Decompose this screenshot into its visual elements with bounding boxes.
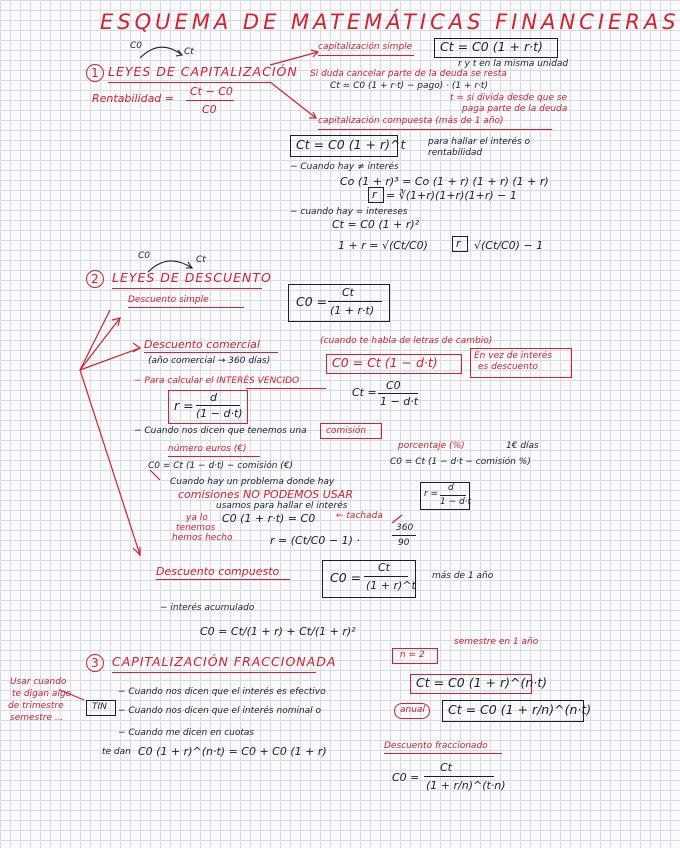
problema-formula: C0 (1 + r·t) = C0 bbox=[222, 512, 316, 525]
desc-comercial-side-1: En vez de interés bbox=[474, 351, 553, 361]
r-vencido-lhs: r = bbox=[174, 398, 194, 413]
desc-simple-lhs: C0 = bbox=[296, 294, 328, 309]
iguales-root: 1 + r = √(Ct/C0) bbox=[338, 239, 428, 252]
problema-r-num: d bbox=[448, 483, 454, 493]
cuotas-label: − Cuando me dicen en cuotas bbox=[118, 728, 255, 738]
section-number-1: 1 bbox=[86, 64, 104, 82]
cuotas-pre: te dan bbox=[102, 747, 131, 757]
desc-fraccionado-label: Descuento fraccionado bbox=[384, 741, 488, 751]
simple-debt-line1: Si duda cancelar parte de la deuda se resta bbox=[310, 69, 507, 79]
interes-vencido-lhs: Ct = bbox=[352, 386, 377, 399]
problema-frac-den: 90 bbox=[398, 538, 410, 548]
interes-vencido-den: 1 − d·t bbox=[380, 395, 419, 408]
interes-vencido-label: − Para calcular el INTERÉS VENCIDO bbox=[134, 376, 300, 386]
desc-compuesto-num: Ct bbox=[378, 561, 390, 574]
nominal-formula: Ct = C0 (1 + r/n)^(n·t) bbox=[448, 702, 592, 717]
s3-side-note-3: de trimestre bbox=[8, 701, 64, 711]
n-value: n = 2 bbox=[400, 650, 425, 660]
varios-root: = ∛(1+r)(1+r)(1+r) − 1 bbox=[386, 189, 517, 202]
desc-compuesto-label: Descuento compuesto bbox=[156, 565, 280, 578]
compuesta-note-2: rentabilidad bbox=[428, 148, 483, 158]
s1-heading-underline bbox=[108, 82, 270, 83]
cap-compuesta-formula: Ct = C0 (1 + r)^t bbox=[296, 137, 406, 152]
problema-line4a: ya lo bbox=[186, 513, 208, 523]
varios-intereses-label: − Cuando hay ≠ interés bbox=[290, 162, 399, 172]
simple-debt-line3: t = si divida desde que se bbox=[450, 93, 568, 103]
desc-fraccionado-lhs: C0 = bbox=[392, 771, 420, 784]
section-number-2: 2 bbox=[86, 270, 104, 288]
branch-line bbox=[80, 310, 140, 555]
s2-arrow-end: Ct bbox=[196, 255, 206, 265]
cap-compuesta-label: capitalización compuesta (más de 1 año) bbox=[318, 116, 504, 126]
desc-fraccionado-den: (1 + r/n)^(t·n) bbox=[426, 779, 506, 792]
desc-fraccionado-num: Ct bbox=[440, 761, 452, 774]
porcentaje-label: porcentaje (%) bbox=[398, 441, 465, 451]
numero-euros-formula: C0 = Ct (1 − d·t) − comisión (€) bbox=[148, 461, 294, 471]
nominal-label: − Cuando nos dicen que el interés nominal o bbox=[118, 706, 322, 716]
rentabilidad-denominator: C0 bbox=[202, 103, 217, 116]
s3-side-note-4: semestre ... bbox=[10, 713, 64, 723]
s1-arrow-end: Ct bbox=[184, 47, 194, 57]
page-title: ESQUEMA DE MATEMÁTICAS FINANCIERAS bbox=[100, 10, 680, 34]
porcentaje-days: 1€ días bbox=[506, 441, 539, 451]
desc-compuesto-den: (1 + r)^t bbox=[366, 579, 416, 592]
efectivo-label: − Cuando nos dicen que el interés es efectivo bbox=[118, 687, 326, 697]
r-vencido-num: d bbox=[210, 391, 217, 404]
s1-heading: LEYES DE CAPITALIZACIÓN bbox=[108, 64, 298, 79]
problema-r-formula: r = (Ct/C0 − 1) · bbox=[270, 534, 360, 547]
s1-arrow-start: C0 bbox=[130, 41, 143, 51]
nominal-anual: anual bbox=[400, 705, 425, 715]
s3-heading: CAPITALIZACIÓN FRACCIONADA bbox=[112, 654, 337, 669]
r-vencido-den: (1 − d·t) bbox=[196, 407, 243, 420]
problema-line1: Cuando hay un problema donde hay bbox=[170, 477, 335, 487]
cap-simple-formula: Ct = C0 (1 + r·t) bbox=[440, 39, 543, 54]
problema-line4b: tenemos bbox=[176, 523, 216, 533]
interes-vencido-num: C0 bbox=[386, 379, 401, 392]
cap-simple-label: capitalización simple bbox=[318, 42, 413, 52]
s2-heading: LEYES DE DESCUENTO bbox=[112, 270, 272, 285]
iguales-root2: √(Ct/C0) − 1 bbox=[474, 239, 544, 252]
cap-simple-note: r y t en la misma unidad bbox=[458, 59, 569, 69]
desc-comercial-note: (cuando te habla de letras de cambio) bbox=[320, 336, 493, 346]
iguales-r: r bbox=[456, 237, 461, 250]
problema-r-den: 1 − d·t bbox=[440, 497, 472, 507]
tin-label: TIN bbox=[92, 702, 107, 712]
compuesta-note-1: para hallar el interés o bbox=[428, 137, 531, 147]
interes-acumulado-label: − interés acumulado bbox=[160, 603, 255, 613]
rentabilidad-numerator: Ct − C0 bbox=[190, 85, 233, 98]
varios-r: r bbox=[372, 188, 377, 201]
cuotas-formula: C0 (1 + r)^(n·t) = C0 + C0 (1 + r) bbox=[138, 745, 327, 758]
comision-word: comisión bbox=[326, 426, 367, 436]
comision-label: − Cuando nos dicen que tenemos una bbox=[134, 426, 307, 436]
varios-intereses-formula: Co (1 + r)³ = Co (1 + r) (1 + r) (1 + r) bbox=[340, 175, 549, 188]
desc-compuesto-note: más de 1 año bbox=[432, 571, 494, 581]
desc-comercial-formula: C0 = Ct (1 − d·t) bbox=[332, 355, 438, 370]
simple-debt-line4: paga parte de la deuda bbox=[462, 104, 568, 114]
desc-comercial-year: (año comercial → 360 días) bbox=[148, 356, 271, 366]
problema-line3: usamos para hallar el interés bbox=[216, 501, 348, 511]
problema-tachado: ← tachada bbox=[336, 511, 383, 521]
porcentaje-formula: C0 = Ct (1 − d·t − comisión %) bbox=[390, 457, 531, 467]
c0-ct-arrow-s1 bbox=[140, 47, 182, 58]
simple-debt-line2: Ct = C0 (1 + r·t) − pago) · (1 + r·t) bbox=[330, 81, 488, 91]
s3-side-note-2: te digan algo bbox=[12, 689, 72, 699]
efectivo-formula: Ct = C0 (1 + r)^(n·t) bbox=[416, 675, 547, 690]
desc-simple-label: Descuento simple bbox=[128, 295, 209, 305]
iguales-intereses-formula: Ct = C0 (1 + r)² bbox=[332, 218, 420, 231]
desc-simple-num: Ct bbox=[342, 286, 354, 299]
problema-line2: comisiones NO PODEMOS USAR bbox=[178, 488, 353, 501]
desc-comercial-label: Descuento comercial bbox=[144, 338, 260, 351]
rentabilidad-label: Rentabilidad = bbox=[92, 92, 175, 105]
interes-acumulado-formula: C0 = Ct/(1 + r) + Ct/(1 + r)² bbox=[200, 625, 356, 638]
arrow-to-compuesta bbox=[270, 82, 316, 118]
desc-simple-den: (1 + r·t) bbox=[330, 304, 375, 317]
numero-euros-label: número euros (€) bbox=[168, 444, 247, 454]
iguales-intereses-label: − cuando hay = intereses bbox=[290, 207, 408, 217]
desc-compuesto-lhs: C0 = bbox=[330, 570, 362, 585]
desc-comercial-side-2: es descuento bbox=[478, 362, 538, 372]
problema-frac-num: 360 bbox=[396, 523, 414, 533]
semestre-note: semestre en 1 año bbox=[454, 637, 539, 647]
s2-arrow-start: C0 bbox=[138, 251, 151, 261]
problema-r-lhs: r = bbox=[424, 489, 439, 499]
problema-line5: hemos hecho bbox=[172, 533, 233, 543]
section-number-3: 3 bbox=[86, 654, 104, 672]
s3-side-note-1: Usar cuando bbox=[10, 677, 67, 687]
